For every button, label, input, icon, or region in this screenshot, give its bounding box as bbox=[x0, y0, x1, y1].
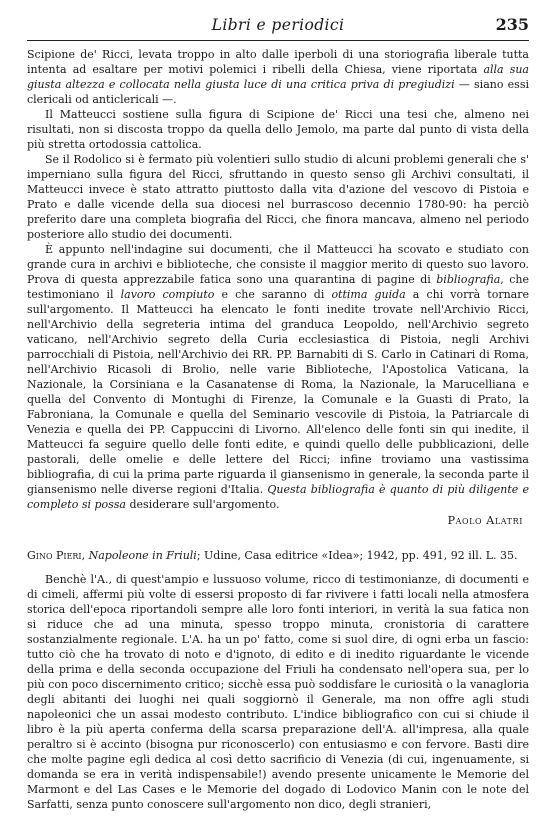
review2-citation: Gino Pieri, Napoleone in Friuli; Udine, Casa editrice «Idea»; 1942, pp. 491, 92 ill. L. 35. bbox=[27, 549, 518, 562]
review1-signature: Paolo Alatri bbox=[447, 514, 523, 527]
review1-paragraph-1: Scipione de' Ricci, levata troppo in alto dalle iperboli di una storiografia liberale tutta intenta ad esaltare per motivi polemici i ribelli della Chiesa, viene riportata alla sua giusta altezza e collocata nella giusta luce di una critica priva di pregiudizi — siano essi clericali od anticlericali —. bbox=[27, 48, 529, 106]
citation-gap bbox=[27, 563, 529, 572]
review1-paragraph-2: Il Matteucci sostiene sulla figura di Scipione de' Ricci una tesi che, almeno nei risultati, non si discosta troppo da quella dello Jemolo, ma parte dal punto di vista della più stretta ortodossia cattolica. bbox=[27, 108, 529, 151]
review2-paragraph-1: Benchè l'A., di quest'ampio e lussuoso volume, ricco di testimonianze, di documenti e di cimeli, affermi più volte di essersi proposto di far rivivere i fatti locali nella atmosfera storica dell'epoca riportandoli sempre alle loro fonti interiori, in verità la sua fatica non si riduce che ad una minuta, spesso troppo minuta, cronistoria di carattere sostanzialmente regionale. L'A. ha un po' fatto, come si suol dire, di ogni erba un fascio: tutto ciò che ha trovato di noto e d'ignoto, di edito e di inedito riguardante le vicende della prima e della seconda occupazione del Friuli ha condensato nell'opera sua, per lo più con poco discernimento critico; sicchè essa può soddisfare le curiosità o la vanagloria degli abitanti dei luoghi nei quali soggiornò il Generale, ma non offre agli studi napoleonici che un assai modesto contributo. L'indice bibliografico con cui si chiude il libro è la più aperta conferma della scarsa preparazione dell'A. all'impresa, alla quale peraltro si è accinto (bisogna pur riconoscerlo) con entusiasmo e con fervore. Basti dire che molte pagine egli dedica al così detto sacrificio di Venezia (di cui, ingenuamente, si domanda se era in verità indispensabile!) avendo presente unicamente le Memorie del Marmont e del Las Cases e le Memorie del dogado di Lodovico Manin con le note del Sarfatti, senza punto conoscere sull'argomento non dico, degli stranieri, bbox=[27, 573, 529, 811]
review1-paragraph-3: Se il Rodolico si è fermato più volentieri sullo studio di alcuni problemi generali che s' imperniano sulla figura del Ricci, sfruttando in questo senso gli Archivi consultati, il Matteucci invece è stato attratto piuttosto dalla vita d'azione del vescovo di Pistoia e Prato e dalle vicende della sua diocesi nel burrascoso decennio 1780-90: ha perciò preferito dare una completa biografia del Ricci, che finora mancava, almeno nel periodo posteriore allo studio dei documenti. bbox=[27, 153, 529, 241]
running-title: Libri e periodici bbox=[211, 16, 345, 34]
article-body bbox=[27, 47, 529, 812]
section-gap bbox=[27, 528, 529, 548]
running-header bbox=[27, 12, 529, 41]
review1-paragraph-4: È appunto nell'indagine sui documenti, che il Matteucci ha scovato e studiato con grande cura in archivi e biblioteche, che consiste il maggior merito di questo suo lavoro. Prova di questa apprezzabile fatica sono una quarantina di pagine di bibliografia, che testimoniano il lavoro compiuto e che saranno di ottima guida a chi vorrà tornare sull'argomento. Il Matteucci ha elencato le fonti inedite trovate nell'Archivio Ricci, nell'Archivio della segreteria intima del granduca Leopoldo, nell'Archivio segreto vaticano, nell'Archivio segreto della Curia ecclesiastica di Pistoia, negli Archivi parrocchiali di Pistoia, nell'Archivio dei RR. PP. Barnabiti di S. Carlo in Catinari di Roma, nell'Archivio Ricasoli di Brolio, nelle varie Biblioteche, l'Apostolica Vaticana, la Nazionale, la Corsiniana e la Casanatense di Roma, la Nazionale, la Marucelliana e quella del Convento di Montughi di Firenze, la Comunale e la Guasti di Prato, la Fabroniana, la Comunale e quella del Seminario vescovile di Pistoia, la Patriarcale di Venezia e quella dei PP. Cappuccini di Livorno. All'elenco delle fonti sin qui inedite, il Matteucci fa seguire quello delle fonti edite, e quindi quello delle pubblicazioni, delle pastorali, delle omelie e delle lettere del Ricci; infine troviamo una vastissima bibliografia, di cui la prima parte riguarda il giansenismo in generale, la seconda parte il giansenismo nelle diverse regioni d'Italia. Questa bibliografia è quanto di più diligente e completo si possa desiderare sull'argomento. bbox=[27, 243, 530, 511]
review2-author: Gino Pieri bbox=[27, 549, 82, 562]
review2-book-title: Napoleone in Friuli bbox=[88, 549, 197, 562]
page-number: 235 bbox=[495, 15, 529, 34]
